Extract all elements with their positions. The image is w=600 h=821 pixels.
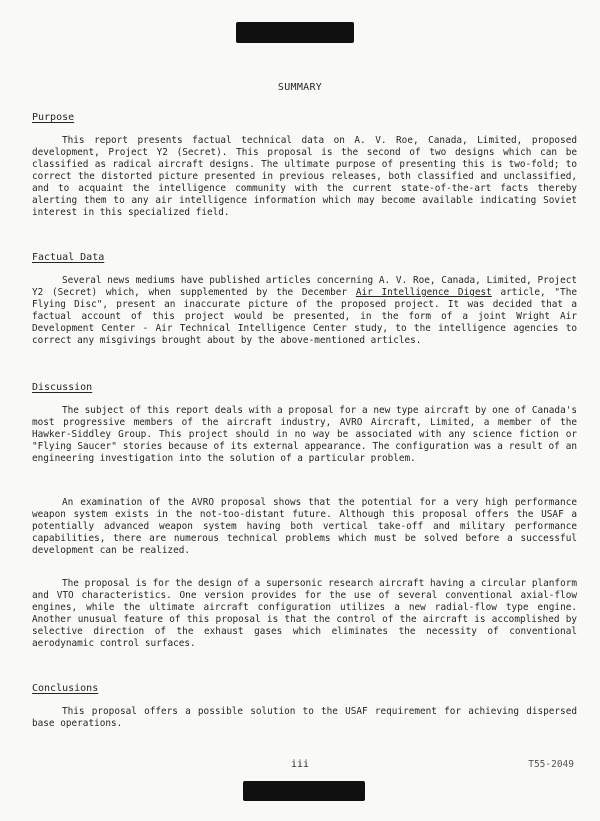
- heading-conclusions: Conclusions: [32, 683, 99, 694]
- document-id: T55-2049: [528, 759, 574, 770]
- paragraph-discussion-1: [32, 405, 577, 465]
- page-number: iii: [290, 759, 310, 770]
- redaction-bar-top: [236, 22, 354, 43]
- paragraph-text: The subject of this report deals with a proposal for a new type aircraft by one of Canada's most progressive members of the aircraft industry, AVRO Aircraft, Limited, a member of the Hawker-Siddley Group. This project should in no way be associated with any science fiction or "Flying Saucer" stories because of its external appearance. The configuration was a result of an engineering investigation into the solution of a particular problem.: [32, 405, 577, 464]
- paragraph-text-after: article, "The Flying Disc", present an inaccurate picture of the proposed project. It was decided that a factual account of this project would be presented, in the form of a joint Wright Air Development Center - Air Technical Intelligence Center study, to the intelligence agencies to correct any misgivings brought about by the above-mentioned articles.: [32, 287, 577, 346]
- paragraph-factual-data: [32, 275, 577, 347]
- paragraph-conclusions: [32, 706, 577, 730]
- heading-purpose: Purpose: [32, 112, 75, 123]
- document-title: SUMMARY: [277, 82, 323, 93]
- redaction-bar-bottom: [243, 781, 365, 801]
- heading-factual-data: Factual Data: [32, 252, 105, 263]
- paragraph-text: This proposal offers a possible solution to the USAF requirement for achieving dispersed base operations.: [32, 706, 577, 729]
- paragraph-text: This report presents factual technical data on A. V. Roe, Canada, Limited, proposed development, Project Y2 (Secret). This proposal is the second of two designs which can be classified as radical aircraft designs. The ultimate purpose of presenting this is two-fold; to correct the distorted picture presented in previous releases, both classified and unclassified, and to acquaint the intelligence community with the current state-of-the-art facts thereby alerting them to any air intelligence information which may become available indicating Soviet interest in this specialized field.: [32, 135, 577, 218]
- paragraph-purpose: [32, 135, 577, 219]
- air-intelligence-digest-title: Air Intelligence Digest: [355, 287, 492, 298]
- paragraph-discussion-2: [32, 497, 577, 557]
- paragraph-discussion-3: [32, 578, 577, 650]
- paragraph-text: An examination of the AVRO proposal shows that the potential for a very high performance weapon system exists in the not-too-distant future. Although this proposal offers the USAF a potentially advanced weapon system having both vertical take-off and military performance capabilities, there are numerous technical problems which must be solved before a successful development can be realized.: [32, 497, 577, 556]
- paragraph-text-before: Several news mediums have published articles concerning A. V. Roe, Canada, Limited, Project Y2 (Secret) which, when supplemented by the December: [32, 275, 577, 298]
- paragraph-text: The proposal is for the design of a supersonic research aircraft having a circular planform and VTO characteristics. One version provides for the use of several conventional axial-flow engines, while the ultimate aircraft configuration utilizes a new radial-flow type engine. Another unusual feature of this proposal is that the control of the aircraft is accomplished by selective direction of the exhaust gases which eliminates the necessity of conventional aerodynamic control surfaces.: [32, 578, 577, 649]
- heading-discussion: Discussion: [32, 382, 93, 393]
